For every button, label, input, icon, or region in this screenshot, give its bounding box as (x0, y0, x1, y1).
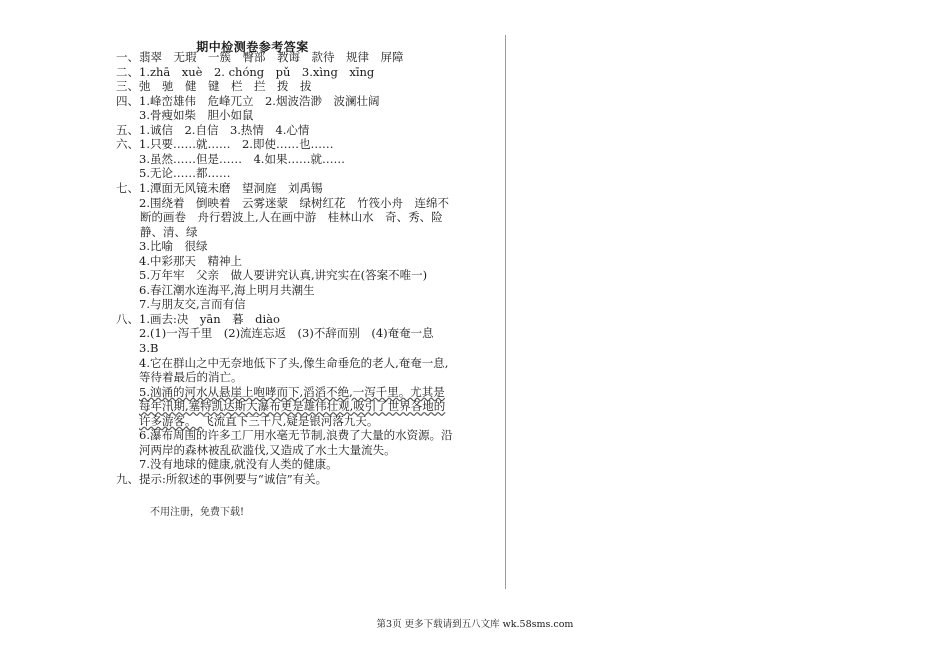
answer-line: 六、1.只要……就…… 2.即使……也…… (116, 137, 334, 152)
answer-line: 3.骨瘦如柴 胆小如鼠 (116, 108, 254, 123)
answer-line: 二、1.zhā xuè 2. chóng pǔ 3.xìng xīng (116, 64, 375, 79)
answer-line: 静、清、绿 (140, 224, 198, 239)
answer-line: 4.中彩那天 精神上 (116, 253, 242, 268)
answer-line: 五、1.诚信 2.自信 3.热情 4.心情 (116, 122, 310, 137)
page-footer: 第3页 更多下载请到五八文库 wk.58sms.com (376, 619, 574, 630)
answer-line: 3.B (116, 341, 159, 355)
answer-line: 2.围绕着 倒映着 云雾迷蒙 绿树红花 竹筏小舟 连绵不 (116, 195, 449, 210)
answer-line: 5.汹涌的河水从悬崖上咆哮而下,滔滔不绝,一泻千里。尤其是 (139, 384, 445, 399)
answer-line: 等待着最后的消亡。 (116, 370, 243, 385)
answer-line: 许多游客。 飞流直下三千尺,疑是银河落九天。 (139, 413, 379, 428)
answer-line: 九、提示:所叙述的事例要与“诚信”有关。 (116, 471, 328, 486)
answer-line: 3.比喻 很绿 (116, 239, 208, 254)
column-divider (505, 35, 506, 589)
answer-line: 每年汛期,塞特凯达斯大瀑布更是雄伟壮观,吸引了世界各地的 (139, 399, 446, 414)
answer-line: 6.瀑布周围的许多工厂用水毫无节制,浪费了大量的水资源。沿 (116, 428, 453, 443)
answer-line: 7.与朋友交,言而有信 (116, 297, 246, 312)
answer-line: 5.万年牢 父亲 做人要讲究认真,讲究实在(答案不唯一) (116, 268, 428, 283)
answer-line: 7.没有地球的健康,就没有人类的健康。 (116, 457, 338, 472)
answer-line: 三、弛 驰 健 键 栏 拦 拨 拔 (116, 79, 312, 94)
answer-line: 3.虽然……但是…… 4.如果……就…… (116, 151, 345, 166)
answer-line: 八、1.画去:决 yān 暮 diào (116, 311, 280, 326)
answer-line: 4.它在群山之中无奈地低下了头,像生命垂危的老人,奄奄一息, (116, 355, 449, 370)
answer-line: 6.春江潮水连海平,海上明月共潮生 (116, 282, 315, 297)
promo-text: 不用注册，免费下载! (150, 507, 245, 518)
answer-line: 断的画卷 舟行碧波上,人在画中游 桂林山水 奇、秀、险 (140, 210, 443, 225)
answer-line: 河两岸的森林被乱砍滥伐,又造成了水土大量流失。 (116, 442, 396, 457)
answer-line: 七、1.潭面无风镜未磨 望洞庭 刘禹锡 (116, 180, 323, 195)
page-title: 期中检测卷参考答案 (196, 40, 309, 54)
answer-line: 2.(1)一泻千里 (2)流连忘返 (3)不辞而别 (4)奄奄一息 (116, 326, 434, 341)
answer-line: 一、翡翠 无瑕 一簇 臀部 教诲 款待 规律 屏障 (116, 50, 404, 64)
answer-line: 四、1.峰峦雄伟 危峰兀立 2.烟波浩渺 波澜壮阔 (116, 93, 380, 108)
answer-line: 5.无论……都…… (116, 166, 231, 181)
